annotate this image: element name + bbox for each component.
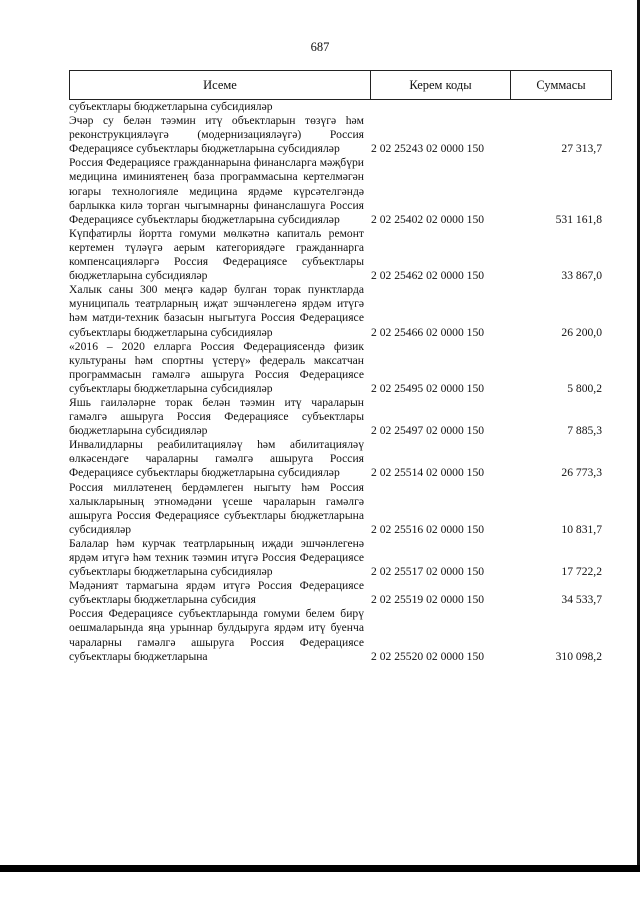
table-row	[69, 227, 612, 283]
row-name: Яшь гаиләләрне торак белән тәэмин итү чараларын гамәлгә ашыруга Россия Федерациясе субъектлары бюджетларына субсидияләр	[69, 395, 364, 438]
row-amount: 27 313,7	[561, 142, 602, 156]
row-amount: 17 722,2	[561, 565, 602, 579]
row-amount: 531 161,8	[555, 212, 602, 226]
row-amount: 26 200,0	[561, 325, 602, 339]
row-name: «2016 – 2020 елларга Россия Федерациясендә физик культураны һәм спортны үстерү» федераль максатчан программасын гамәлгә ашыруга Россия Федерациясе субъектлары бюджетларына субсидияләр	[69, 339, 364, 395]
table-row	[69, 340, 612, 396]
row-name: Инвалидларны реабилитацияләү һәм абилитацияләү өлкәсендәге чараларны гамәлгә ашыруга Россия Федерациясе субъектлары бюджетларына субсидияләр	[69, 438, 364, 480]
row-code: 2 02 25462 02 0000 150	[371, 269, 485, 283]
row-code: 2 02 25520 02 0000 150	[371, 649, 485, 663]
table-row	[69, 114, 612, 156]
table-header	[69, 70, 612, 100]
page-number: 687	[310, 40, 330, 54]
row-name: Күпфатирлы йортта гомуми мөлкәтнә капиталь ремонт кертемен түләүгә аерым категориядәге гражданнарга компенсацияләргә Россия Федерациясе субъектлары бюджетларына субсидияләр	[69, 226, 364, 283]
row-amount: 7 885,3	[567, 424, 602, 438]
row-name: Россия Федерациясе гражданнарына финансларга мәҗбүри медицина иминиятенең база программасына кертелмәгән югары технологияле медицина ярдәме күрсәтелгәндә барлыкка килә торган чыгымнарны финанслашуга Россия Федерациясе субъектлары бюджетларына субсидияләр	[69, 156, 364, 226]
row-name: Мәдәният тармагына ярдәм итүгә Россия Федерациясе субъектлары бюджетларына субсидия	[69, 579, 364, 607]
row-amount: 26 773,3	[561, 466, 602, 480]
table-body	[69, 100, 612, 664]
row-code: 2 02 25517 02 0000 150	[371, 565, 485, 579]
header-name: Исеме	[203, 78, 237, 92]
row-name: Эчәр су белән тәэмин итү объектларын төзүгә һәм реконструкцияләүгә (модернизацияләүгә) Россия Федерациясе субъектлары бюджетларына субсидияләр	[69, 114, 364, 156]
row-name: Халык саны 300 меңгә кадәр булган торак пунктларда муниципаль театрларның иҗат эшчәнлегенә ярдәм итүгә һәм матди-техник базасын ныгытуга Россия Федерациясе субъектлары бюджетларына субсидияләр	[69, 283, 364, 339]
table-row	[69, 579, 612, 607]
row-code: 2 02 25514 02 0000 150	[371, 466, 485, 480]
row-code: 2 02 25495 02 0000 150	[371, 381, 485, 395]
table-row	[69, 396, 612, 438]
row-code: 2 02 25402 02 0000 150	[371, 212, 485, 226]
row-amount: 34 533,7	[561, 593, 602, 607]
table-row	[69, 537, 612, 579]
table-row	[69, 481, 612, 537]
row-name: Балалар һәм курчак театрларының иҗади эшчәнлегенә ярдәм итүгә һәм техник тәэмин итүгә Россия Федерациясе субъектлары бюджетларына субсидияләр	[69, 536, 364, 579]
row-name: субъектлары бюджетларына субсидияләр	[69, 100, 273, 113]
row-code: 2 02 25243 02 0000 150	[371, 142, 485, 156]
row-name: Россия милләтенең бердәмлеген ныгыту һәм Россия халыкларының этномәдәни үсеше чараларын гамәлгә ашыруга Россия Федерациясе субъектлары бюджетларына субсидияләр	[69, 480, 364, 536]
row-amount: 10 831,7	[561, 522, 602, 536]
table-row	[69, 438, 612, 480]
header-code: Керем коды	[409, 78, 472, 92]
row-name: Россия Федерациясе субъектларында гомуми белем бирү оешмаларында яңа урыннар булдыруга ярдәм итү буенча чараларны гамәлгә ашыруга Россия Федерациясе субъектлары бюджетларына	[69, 607, 364, 663]
header-amount: Суммасы	[536, 78, 586, 92]
row-code: 2 02 25497 02 0000 150	[371, 424, 485, 438]
row-code: 2 02 25519 02 0000 150	[371, 593, 485, 607]
table-row	[69, 607, 612, 663]
row-amount: 33 867,0	[561, 269, 602, 283]
row-code: 2 02 25516 02 0000 150	[371, 522, 485, 536]
row-amount: 310 098,2	[555, 649, 602, 663]
scan-bottom-bar	[0, 865, 640, 872]
row-amount: 5 800,2	[567, 381, 602, 395]
table-row	[69, 283, 612, 339]
table-row	[69, 100, 612, 114]
table-row	[69, 156, 612, 226]
row-code: 2 02 25466 02 0000 150	[371, 325, 485, 339]
